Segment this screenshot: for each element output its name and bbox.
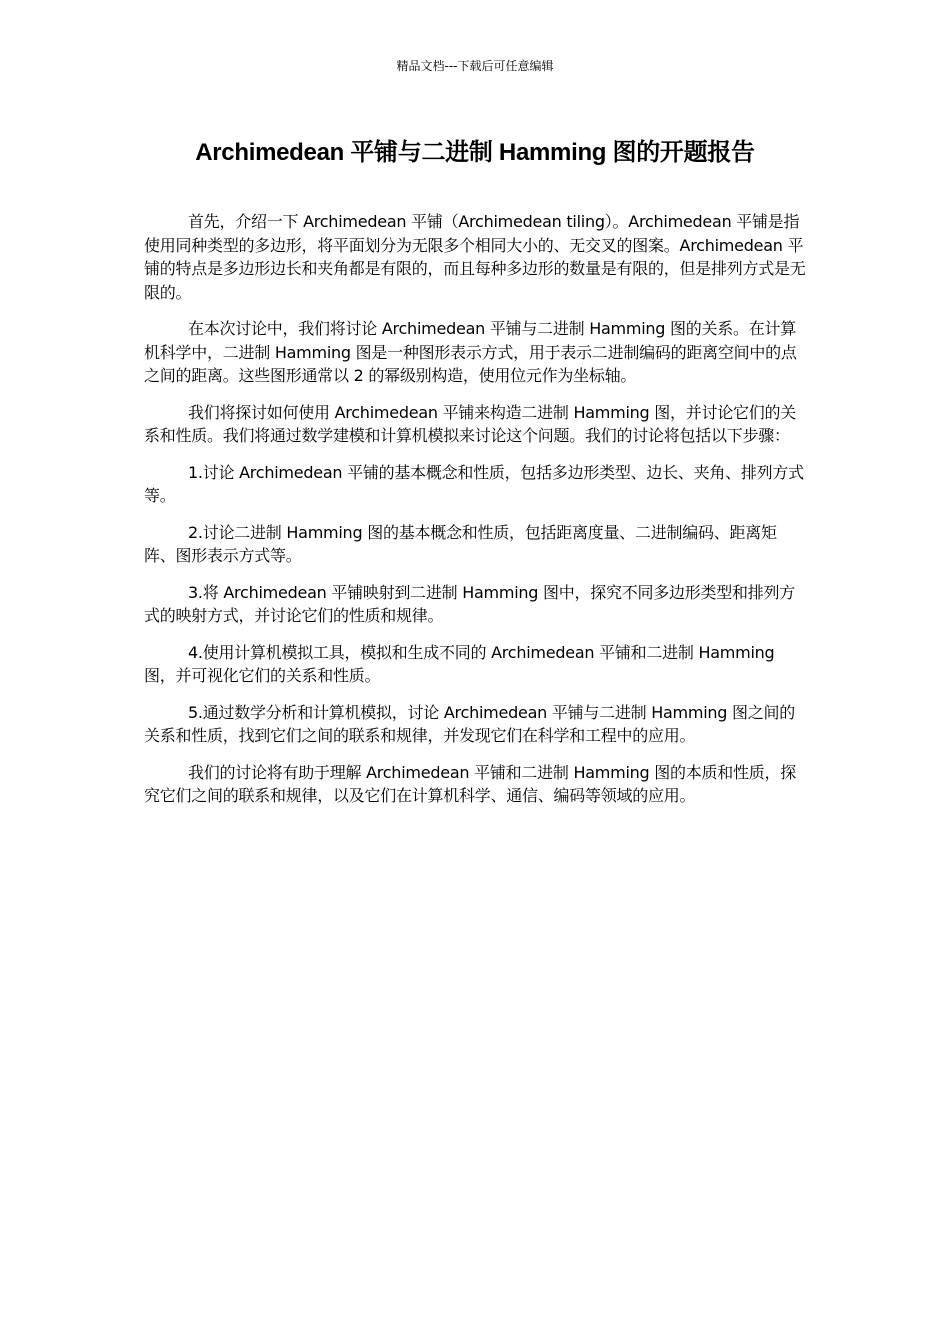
page-header: 精品文档---下载后可任意编辑 (396, 59, 554, 73)
paragraph-approach: 我们将探讨如何使用 Archimedean 平铺来构造二进制 Hamming 图，并讨论它们的关系和性质。我们将通过数学建模和计算机模拟来讨论这个问题。我们的讨论将包括以下步骤： (144, 402, 797, 445)
paragraph-step-1: 1.讨论 Archimedean 平铺的基本概念和性质，包括多边形类型、边长、夹角、排列方式等。 (144, 462, 804, 505)
paragraph-conclusion: 我们的讨论将有助于理解 Archimedean 平铺和二进制 Hamming 图的本质和性质，探究它们之间的联系和规律，以及它们在计算机科学、通信、编码等领域的应用。 (144, 762, 797, 805)
paragraph-intro: 首先，介绍一下 Archimedean 平铺（Archimedean tiling）。Archimedean 平铺是指使用同种类型的多边形，将平面划分为无限多个相同大小的、无交叉的图案。Archimedean 平铺的特点是多边形边长和夹角都是有限的，而且每种多边形的数量是有限的，但是排列方式是无限的。 (144, 212, 806, 302)
document-title: Archimedean 平铺与二进制 Hamming 图的开题报告 (195, 139, 755, 166)
paragraph-step-4: 4.使用计算机模拟工具，模拟和生成不同的 Archimedean 平铺和二进制 Hamming 图，并可视化它们的关系和性质。 (144, 642, 775, 685)
paragraph-relation: 在本次讨论中，我们将讨论 Archimedean 平铺与二进制 Hamming 图的关系。在计算机科学中，二进制 Hamming 图是一种图形表示方式，用于表示二进制编码的距离空间中的点之间的距离。这些图形通常以 2 的幂级别构造，使用位元作为坐标轴。 (144, 319, 797, 385)
document-body (144, 210, 808, 821)
paragraph-step-5: 5.通过数学分析和计算机模拟，讨论 Archimedean 平铺与二进制 Hamming 图之间的关系和性质，找到它们之间的联系和规律，并发现它们在科学和工程中的应用。 (144, 702, 796, 745)
paragraph-step-2: 2.讨论二进制 Hamming 图的基本概念和性质，包括距离度量、二进制编码、距离矩阵、图形表示方式等。 (144, 522, 777, 565)
paragraph-step-3: 3.将 Archimedean 平铺映射到二进制 Hamming 图中，探究不同多边形类型和排列方式的映射方式，并讨论它们的性质和规律。 (144, 582, 796, 625)
